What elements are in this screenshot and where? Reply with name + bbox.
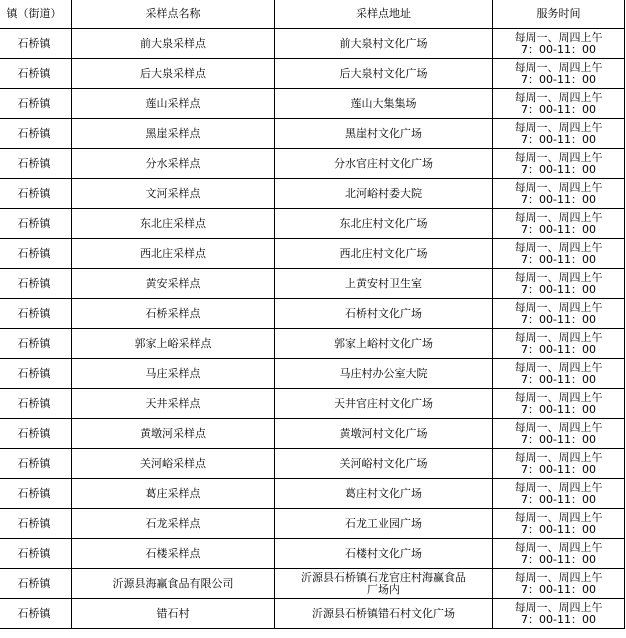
cell-service-time[interactable] [493, 269, 625, 299]
cell-site-address[interactable]: 天井官庄村文化广场 [275, 389, 493, 419]
cell-service-time[interactable] [493, 209, 625, 239]
cell-site-address[interactable]: 东北庄村文化广场 [275, 209, 493, 239]
service-time-hours: 7：00-11：00 [521, 522, 596, 536]
cell-town[interactable]: 石桥镇 [0, 479, 72, 509]
service-time-hours: 7：00-11：00 [521, 102, 596, 116]
table-row [0, 509, 625, 539]
service-time-days: 每周一、周四上午 [514, 540, 603, 554]
service-time-days: 每周一、周四上午 [514, 150, 603, 164]
service-time-hours: 7：00-11：00 [521, 192, 596, 206]
service-time-days: 每周一、周四上午 [514, 180, 603, 194]
cell-town[interactable]: 石桥镇 [0, 359, 72, 389]
cell-site-address[interactable]: 黄墩河村文化广场 [275, 419, 493, 449]
cell-service-time[interactable] [493, 359, 625, 389]
service-time-hours: 7：00-11：00 [521, 282, 596, 296]
cell-service-time[interactable] [493, 479, 625, 509]
cell-site-name[interactable]: 马庄采样点 [72, 359, 275, 389]
header-service-time: 服务时间 [493, 0, 625, 29]
cell-town[interactable]: 石桥镇 [0, 569, 72, 599]
service-time-days: 每周一、周四上午 [514, 480, 603, 494]
service-time-hours: 7：00-11：00 [521, 342, 596, 356]
cell-service-time[interactable] [493, 239, 625, 269]
cell-service-time[interactable] [493, 59, 625, 89]
cell-site-address[interactable]: 沂源县石桥镇错石村文化广场 [275, 599, 493, 629]
table-row [0, 239, 625, 269]
header-site-address: 采样点地址 [275, 0, 493, 29]
table-row [0, 419, 625, 449]
service-time-days: 每周一、周四上午 [514, 120, 603, 134]
service-time-hours: 7：00-11：00 [521, 162, 596, 176]
cell-town[interactable]: 石桥镇 [0, 299, 72, 329]
cell-site-name[interactable]: 西北庄采样点 [72, 239, 275, 269]
table-row [0, 59, 625, 89]
cell-service-time[interactable] [493, 449, 625, 479]
cell-site-name[interactable]: 石楼采样点 [72, 539, 275, 569]
service-time-days: 每周一、周四上午 [514, 390, 603, 404]
service-time-hours: 7：00-11：00 [521, 42, 596, 56]
service-time-hours: 7：00-11：00 [521, 252, 596, 266]
cell-site-name[interactable]: 分水采样点 [72, 149, 275, 179]
cell-site-name[interactable]: 关河峪采样点 [72, 449, 275, 479]
cell-service-time[interactable] [493, 89, 625, 119]
service-time-days: 每周一、周四上午 [514, 510, 603, 524]
service-time-days: 每周一、周四上午 [514, 570, 603, 584]
table-row [0, 149, 625, 179]
address-line-2: 厂场内 [367, 582, 400, 596]
cell-town[interactable]: 石桥镇 [0, 449, 72, 479]
table-row [0, 599, 625, 629]
table-row [0, 329, 625, 359]
cell-site-name[interactable]: 文河采样点 [72, 179, 275, 209]
cell-site-address[interactable]: 葛庄村文化广场 [275, 479, 493, 509]
cell-site-name[interactable]: 前大泉采样点 [72, 29, 275, 59]
service-time-hours: 7：00-11：00 [521, 72, 596, 86]
cell-town[interactable]: 石桥镇 [0, 419, 72, 449]
service-time-hours: 7：00-11：00 [521, 222, 596, 236]
cell-site-address[interactable]: 北河峪村委大院 [275, 179, 493, 209]
service-time-hours: 7：00-11：00 [521, 552, 596, 566]
cell-site-address[interactable]: 西北庄村文化广场 [275, 239, 493, 269]
cell-site-name[interactable]: 黄墩河采样点 [72, 419, 275, 449]
header-row [0, 0, 625, 29]
cell-town[interactable]: 石桥镇 [0, 509, 72, 539]
service-time-days: 每周一、周四上午 [514, 240, 603, 254]
cell-town[interactable]: 石桥镇 [0, 539, 72, 569]
cell-town[interactable]: 石桥镇 [0, 389, 72, 419]
service-time-hours: 7：00-11：00 [521, 582, 596, 596]
service-time-days: 每周一、周四上午 [514, 600, 603, 614]
cell-site-name[interactable]: 错石村 [72, 599, 275, 629]
header-town: 镇（街道） [0, 0, 72, 29]
service-time-hours: 7：00-11：00 [521, 612, 596, 626]
cell-town[interactable]: 石桥镇 [0, 119, 72, 149]
cell-town[interactable]: 石桥镇 [0, 599, 72, 629]
cell-site-name[interactable]: 黄安采样点 [72, 269, 275, 299]
cell-town[interactable]: 石桥镇 [0, 269, 72, 299]
cell-service-time[interactable] [493, 329, 625, 359]
cell-site-name[interactable]: 沂源县海赢食品有限公司 [72, 569, 275, 599]
service-time-days: 每周一、周四上午 [514, 420, 603, 434]
cell-town[interactable]: 石桥镇 [0, 239, 72, 269]
table-row [0, 449, 625, 479]
table-row [0, 299, 625, 329]
cell-site-name[interactable]: 黑崖采样点 [72, 119, 275, 149]
table-row [0, 389, 625, 419]
cell-site-address[interactable]: 前大泉村文化广场 [275, 29, 493, 59]
service-time-days: 每周一、周四上午 [514, 30, 603, 44]
cell-town[interactable]: 石桥镇 [0, 59, 72, 89]
service-time-hours: 7：00-11：00 [521, 492, 596, 506]
cell-town[interactable]: 石桥镇 [0, 329, 72, 359]
table-row [0, 479, 625, 509]
cell-site-address[interactable]: 关河峪村文化广场 [275, 449, 493, 479]
service-time-days: 每周一、周四上午 [514, 300, 603, 314]
cell-service-time[interactable] [493, 569, 625, 599]
table-row [0, 359, 625, 389]
service-time-days: 每周一、周四上午 [514, 60, 603, 74]
cell-service-time[interactable] [493, 179, 625, 209]
cell-town[interactable]: 石桥镇 [0, 149, 72, 179]
service-time-hours: 7：00-11：00 [521, 462, 596, 476]
table-row [0, 539, 625, 569]
table-row [0, 179, 625, 209]
cell-site-name[interactable]: 后大泉采样点 [72, 59, 275, 89]
cell-service-time[interactable] [493, 599, 625, 629]
cell-town[interactable]: 石桥镇 [0, 89, 72, 119]
service-time-days: 每周一、周四上午 [514, 450, 603, 464]
cell-service-time[interactable] [493, 539, 625, 569]
service-time-days: 每周一、周四上午 [514, 330, 603, 344]
cell-site-address[interactable]: 莲山大集集场 [275, 89, 493, 119]
table-row [0, 209, 625, 239]
cell-site-name[interactable]: 天井采样点 [72, 389, 275, 419]
cell-site-address[interactable] [275, 569, 493, 599]
cell-site-address[interactable]: 石楼村文化广场 [275, 539, 493, 569]
cell-site-address[interactable]: 石龙工业园广场 [275, 509, 493, 539]
cell-site-name[interactable]: 莲山采样点 [72, 89, 275, 119]
table-row [0, 119, 625, 149]
cell-site-address[interactable]: 分水官庄村文化广场 [275, 149, 493, 179]
cell-service-time[interactable] [493, 419, 625, 449]
header-site-name: 采样点名称 [72, 0, 275, 29]
cell-site-address[interactable]: 后大泉村文化广场 [275, 59, 493, 89]
cell-service-time[interactable] [493, 149, 625, 179]
service-time-hours: 7：00-11：00 [521, 132, 596, 146]
service-time-days: 每周一、周四上午 [514, 270, 603, 284]
cell-town[interactable]: 石桥镇 [0, 29, 72, 59]
cell-service-time[interactable] [493, 299, 625, 329]
cell-town[interactable]: 石桥镇 [0, 179, 72, 209]
cell-site-address[interactable]: 石桥村文化广场 [275, 299, 493, 329]
service-time-hours: 7：00-11：00 [521, 372, 596, 386]
cell-service-time[interactable] [493, 509, 625, 539]
service-time-hours: 7：00-11：00 [521, 402, 596, 416]
table-row [0, 269, 625, 299]
service-time-days: 每周一、周四上午 [514, 90, 603, 104]
service-time-days: 每周一、周四上午 [514, 210, 603, 224]
cell-site-address[interactable]: 黑崖村文化广场 [275, 119, 493, 149]
cell-site-name[interactable]: 石桥采样点 [72, 299, 275, 329]
table-row [0, 569, 625, 599]
cell-service-time[interactable] [493, 389, 625, 419]
cell-site-name[interactable]: 东北庄采样点 [72, 209, 275, 239]
cell-site-name[interactable]: 葛庄采样点 [72, 479, 275, 509]
cell-service-time[interactable] [493, 29, 625, 59]
cell-site-name[interactable]: 郭家上峪采样点 [72, 329, 275, 359]
cell-site-address[interactable]: 上黄安村卫生室 [275, 269, 493, 299]
service-time-hours: 7：00-11：00 [521, 312, 596, 326]
cell-service-time[interactable] [493, 119, 625, 149]
address-line-1: 沂源县石桥镇石龙官庄村海赢食品 [301, 570, 466, 584]
service-time-hours: 7：00-11：00 [521, 432, 596, 446]
cell-site-name[interactable]: 石龙采样点 [72, 509, 275, 539]
cell-town[interactable]: 石桥镇 [0, 209, 72, 239]
table-row [0, 89, 625, 119]
cell-site-address[interactable]: 郭家上峪村文化广场 [275, 329, 493, 359]
service-time-days: 每周一、周四上午 [514, 360, 603, 374]
cell-site-address[interactable]: 马庄村办公室大院 [275, 359, 493, 389]
table-row [0, 29, 625, 59]
